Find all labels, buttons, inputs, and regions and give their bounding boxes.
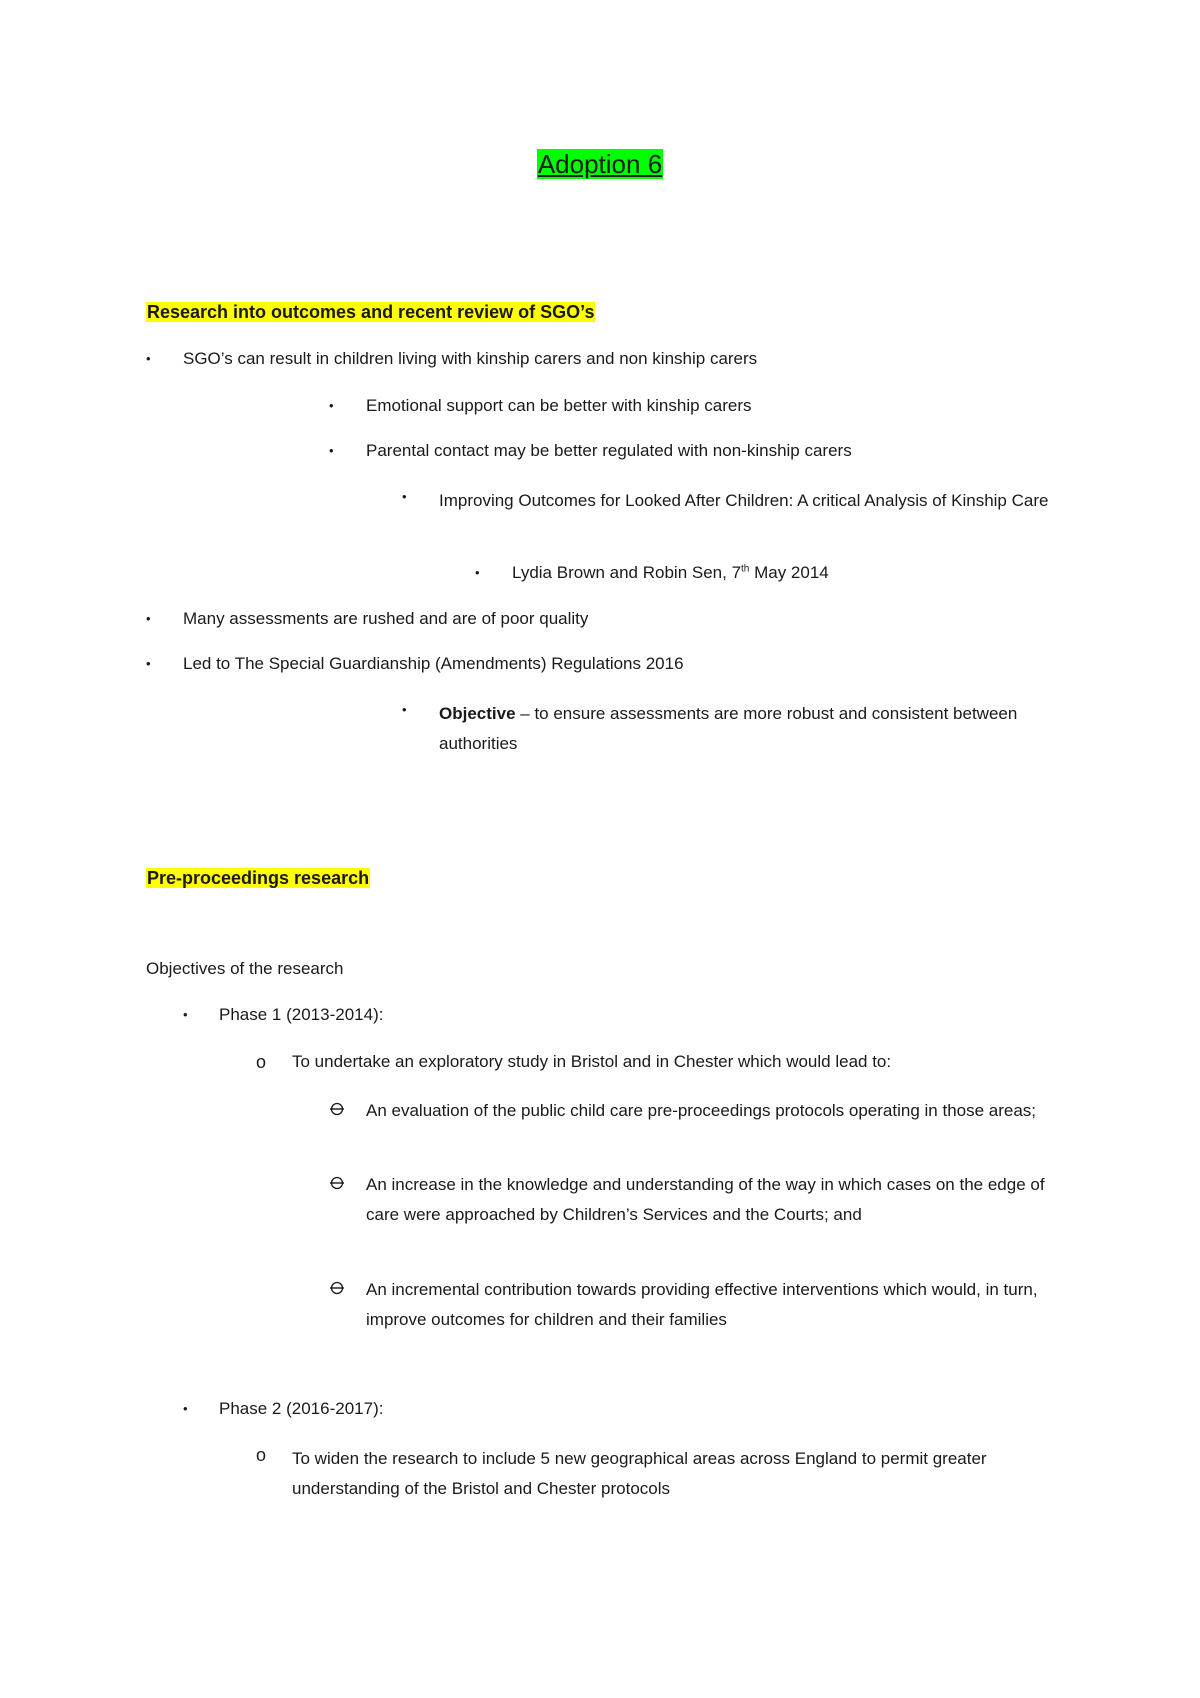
list-item: Parental contact may be better regulated with non-kinship carers <box>366 441 852 460</box>
bullet-icon: • <box>146 351 151 366</box>
list-item: Improving Outcomes for Looked After Children: A critical Analysis of Kinship Care <box>439 491 1049 510</box>
list-item: An increase in the knowledge and understanding of the way in which cases on the edge of care were approached by Children’s Services and the Courts; and <box>366 1175 1045 1224</box>
list-item: To widen the research to include 5 new geographical areas across England to permit greater understanding of the Bristol and Chester protocols <box>292 1449 987 1498</box>
struck-circle-bullet-icon <box>330 1281 344 1295</box>
section-heading-preproceedings: Pre-proceedings research <box>147 868 370 888</box>
title-text: Adoption 6 <box>537 149 663 179</box>
bullet-icon: • <box>329 443 334 458</box>
objectives-label: Objectives of the research <box>146 959 344 978</box>
bullet-icon: • <box>402 702 407 717</box>
circle-bullet-icon: o <box>256 1052 267 1072</box>
list-item: SGO’s can result in children living with kinship carers and non kinship carers <box>183 349 758 368</box>
list-item: Emotional support can be better with kinship carers <box>366 396 752 415</box>
bullet-icon: • <box>402 489 407 504</box>
phase-2-label: Phase 2 (2016-2017): <box>219 1399 384 1418</box>
bullet-icon: • <box>146 656 151 671</box>
bullet-icon: • <box>183 1007 188 1022</box>
page-title <box>0 148 1200 180</box>
list-item-citation: Lydia Brown and Robin Sen, 7th May 2014 <box>512 563 829 582</box>
bullet-icon: • <box>183 1401 188 1416</box>
circle-bullet-icon: o <box>256 1445 267 1465</box>
list-item: To undertake an exploratory study in Bristol and in Chester which would lead to: <box>292 1052 892 1071</box>
list-item: An incremental contribution towards providing effective interventions which would, in turn, improve outcomes for children and their families <box>366 1280 1038 1329</box>
list-item-objective: Objective – to ensure assessments are more robust and consistent between authorities <box>439 704 1018 753</box>
struck-circle-bullet-icon <box>330 1176 344 1190</box>
phase-1-label: Phase 1 (2013-2014): <box>219 1005 384 1024</box>
list-item: Led to The Special Guardianship (Amendments) Regulations 2016 <box>183 654 684 673</box>
bullet-icon: • <box>475 565 480 580</box>
bullet-icon: • <box>329 398 334 413</box>
bullet-icon: • <box>146 611 151 626</box>
list-item: Many assessments are rushed and are of poor quality <box>183 609 589 628</box>
list-item: An evaluation of the public child care pre-proceedings protocols operating in those areas; <box>366 1101 1037 1120</box>
struck-circle-bullet-icon <box>330 1102 344 1116</box>
section-heading-sgo: Research into outcomes and recent review of SGO’s <box>147 302 595 322</box>
